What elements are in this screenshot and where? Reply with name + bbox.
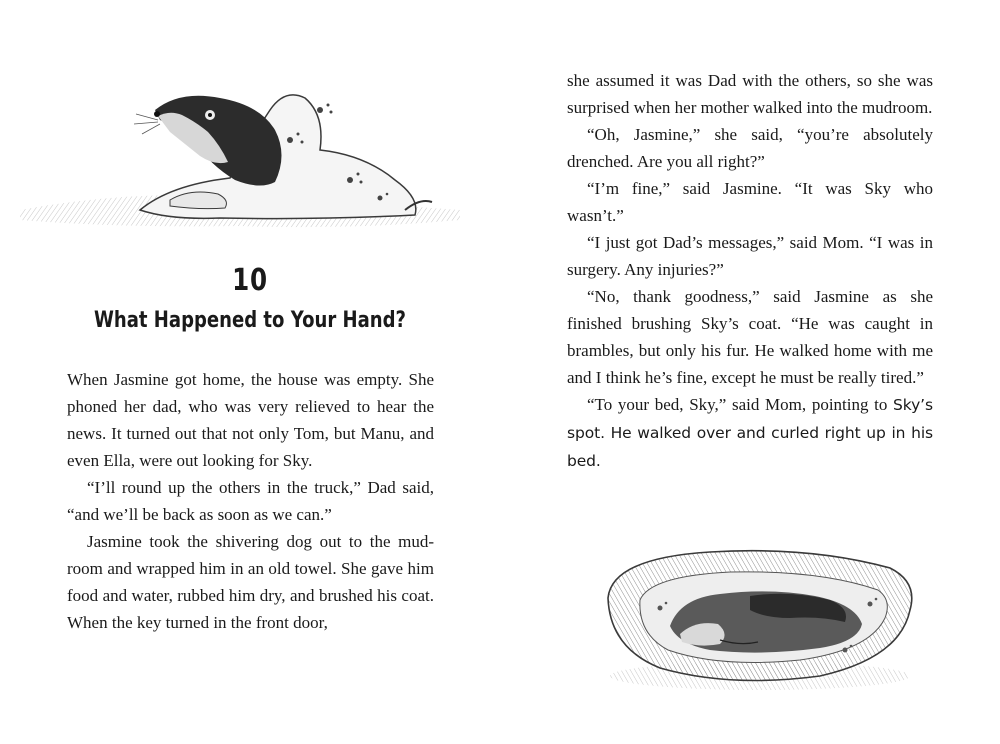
dog-in-towel-illustration bbox=[20, 70, 460, 245]
paragraph: “I’ll round up the others in the truck,” Dad said, “and we’ll be back as soon as we can.” bbox=[67, 478, 434, 524]
paragraph: “Oh, Jasmine,” she said, “you’re absolutely drenched. Are you all right?” bbox=[567, 125, 933, 171]
paragraph: she assumed it was Dad with the others, so she was surprised when her mother walked into the mudroom. bbox=[567, 71, 933, 117]
paragraph: “I’m fine,” said Jasmine. “It was Sky who wasn’t.” bbox=[567, 179, 933, 225]
paragraph-start: “To your bed, Sky,” said Mom, pointing to bbox=[587, 395, 894, 414]
paragraph-end: Sky’s spot. He walked over and curled right up in his bed. bbox=[567, 396, 933, 470]
chapter-number: 10 bbox=[232, 263, 268, 298]
left-page-text bbox=[67, 366, 434, 636]
paragraph: “I just got Dad’s messages,” said Mom. “I was in surgery. Any injuries?” bbox=[567, 233, 933, 279]
paragraph: When Jasmine got home, the house was empty. She phoned her dad, who was very relieved to hear the news. It turned out that not only Tom, but Manu, and even Ella, were out looking for Sky. bbox=[67, 370, 434, 470]
paragraph bbox=[567, 391, 933, 475]
right-page-text bbox=[567, 67, 933, 475]
chapter-title: What Happened to Your Hand? bbox=[93, 308, 407, 333]
paragraph: Jasmine took the shivering dog out to the mud-room and wrapped him in an old towel. She gave him food and water, rubbed him dry, and brushed his coat. When the key turned in the front door, bbox=[67, 532, 434, 632]
paragraph: “No, thank goodness,” said Jasmine as she finished brushing Sky’s coat. “He was caught in brambles, but only his fur. He walked home with me and I think he’s fine, except he must be really tired.” bbox=[567, 287, 933, 387]
dog-sleeping-in-basket-illustration bbox=[600, 538, 920, 698]
